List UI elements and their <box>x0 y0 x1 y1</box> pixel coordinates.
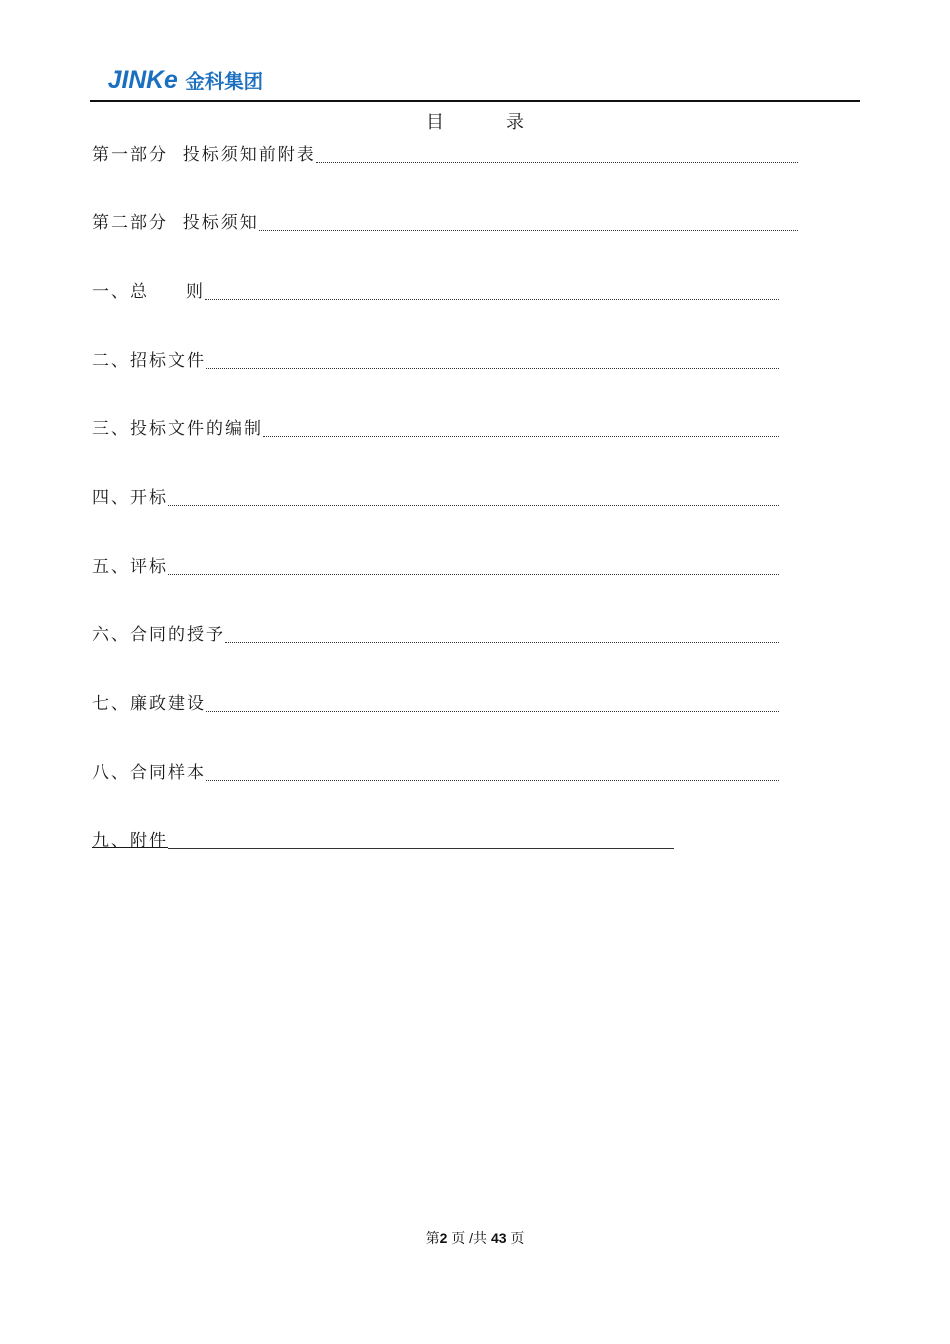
logo-latin: JINKe <box>107 67 178 95</box>
toc-entry-label: 四、开标 <box>92 488 168 508</box>
footer-prefix: 第 <box>425 1230 440 1246</box>
toc-entry-section-3[interactable] <box>92 416 779 440</box>
footer-total-pages: 43 <box>490 1230 507 1246</box>
toc-title <box>0 108 950 134</box>
toc-entry-section-2[interactable] <box>92 348 779 372</box>
toc-entry-label: 第二部分 投标须知 <box>92 213 259 233</box>
toc-entry-label: 八、合同样本 <box>92 763 206 783</box>
toc-leader <box>205 298 779 300</box>
toc-entry-label: 一、总 则 <box>92 282 206 302</box>
toc-entry-section-6[interactable] <box>92 622 779 646</box>
toc-title-left: 目 <box>426 112 444 133</box>
page-footer <box>0 1228 950 1248</box>
toc-entry-section-4[interactable] <box>92 485 779 509</box>
footer-page-word: 页 <box>451 1230 466 1246</box>
page-header <box>92 66 860 102</box>
footer-separator: /共 <box>465 1230 491 1246</box>
footer-current-page: 2 <box>439 1230 448 1246</box>
toc-title-right: 录 <box>506 112 524 133</box>
toc-leader <box>206 710 779 712</box>
toc-leader <box>206 367 779 369</box>
toc-leader <box>316 161 798 163</box>
toc-entry-section-5[interactable] <box>92 554 779 578</box>
logo-cn: 金科集团 <box>185 70 264 94</box>
toc-entry-label: 六、合同的授予 <box>92 625 225 645</box>
jinke-logo <box>96 66 296 96</box>
toc-leader <box>206 779 779 781</box>
toc-entry-part-2[interactable] <box>92 210 798 234</box>
toc-leader <box>168 847 674 849</box>
toc-entry-label: 三、投标文件的编制 <box>92 419 263 439</box>
toc-entry-label: 五、评标 <box>92 557 168 577</box>
footer-suffix: 页 <box>510 1230 525 1246</box>
toc-entry-label: 二、招标文件 <box>92 351 206 371</box>
toc-leader <box>225 641 779 643</box>
toc-entry-section-1[interactable] <box>92 279 779 303</box>
toc-entry-part-1[interactable] <box>92 142 798 166</box>
toc-leader <box>259 229 798 231</box>
toc-entry-section-8[interactable] <box>92 760 779 784</box>
toc-entry-label: 九、附件 <box>92 831 168 851</box>
toc-entry-section-9[interactable] <box>92 828 674 852</box>
toc-entry-section-7[interactable] <box>92 691 779 715</box>
toc-entry-label: 七、廉政建设 <box>92 694 206 714</box>
toc-leader <box>263 435 779 437</box>
toc-entry-label: 第一部分 投标须知前附表 <box>92 145 316 165</box>
header-rule <box>90 100 860 102</box>
toc-leader <box>168 573 779 575</box>
toc-leader <box>168 504 779 506</box>
